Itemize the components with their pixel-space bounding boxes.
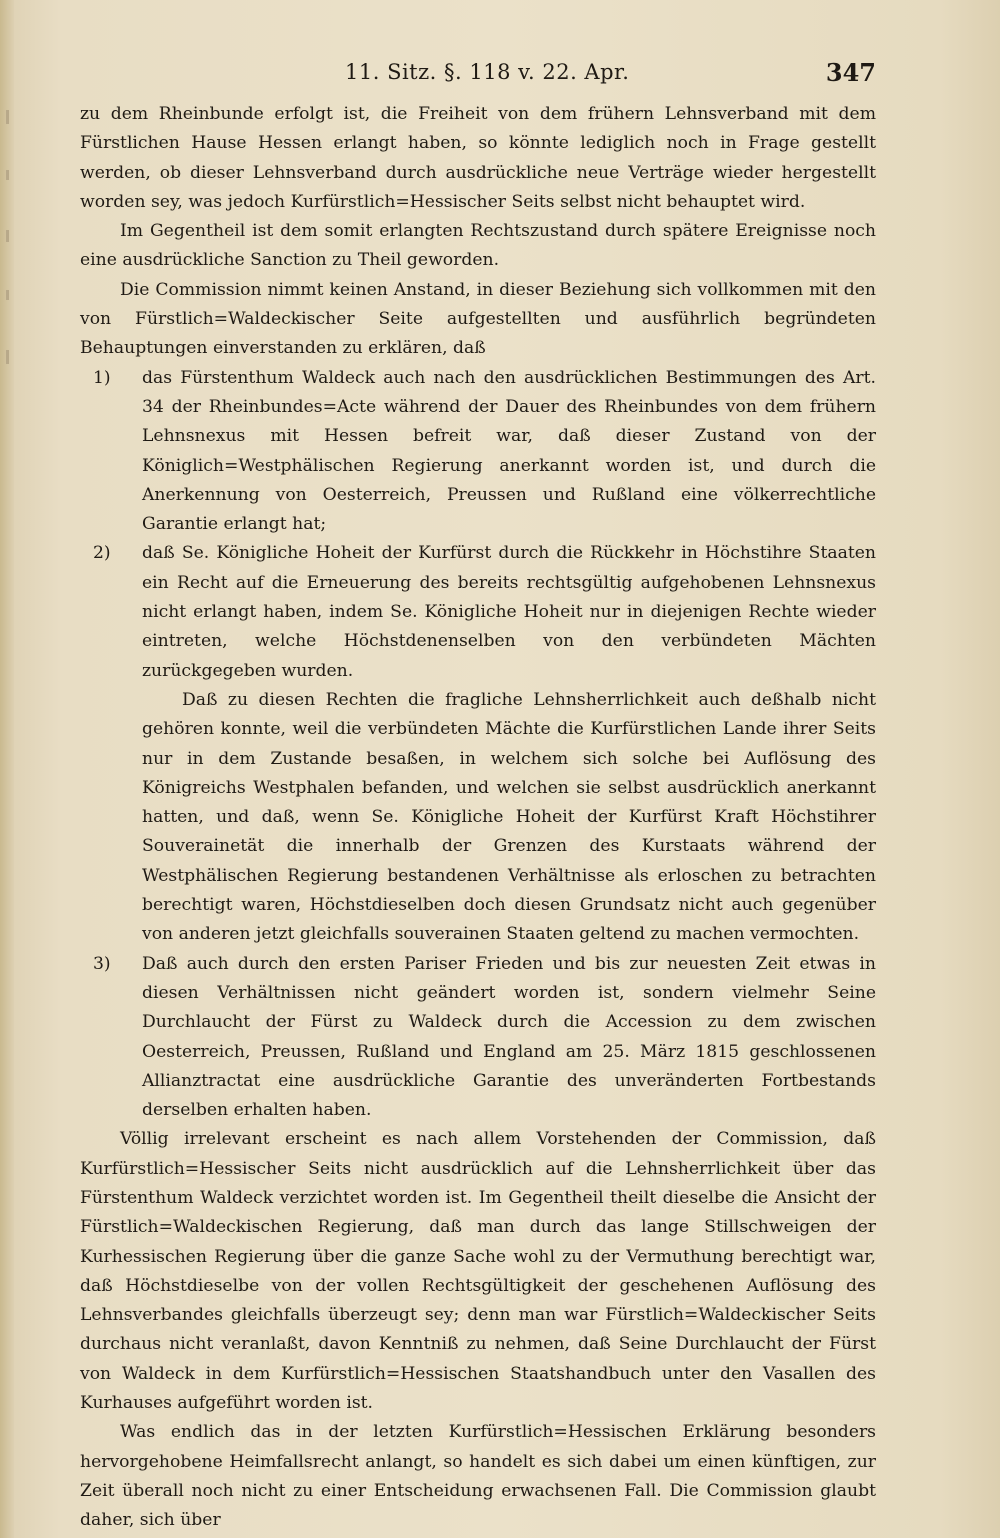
- paragraph: Völlig irrelevant erscheint es nach allem Vorstehenden der Commission, daß Kurfürstlich=Hessischer Seits nicht ausdrücklich auf die Lehnsherrlichkeit über das Fürstenthum Waldeck verzichtet worden ist. Im Gegentheil theilt dieselbe die Ansicht der Fürstlich=Waldeckischen Regierung, daß man durch das lange Stillschweigen der Kurhessischen Regierung über die ganze Sache wohl zu der Vermuthung berechtigt war, daß Höchstdieselbe von der vollen Rechtsgültigkeit der geschehenen Auflösung des Lehnsverbandes gleichfalls überzeugt sey; denn man war Fürstlich=Waldeckischer Seits durchaus nicht veranlaßt, davon Kenntniß zu nehmen, daß Seine Durchlaucht der Fürst von Waldeck in dem Kurfürstlich=Hessischen Staatshandbuch unter den Vasallen des Kurhauses aufgeführt worden ist.: [80, 1129, 876, 1414]
- list-item-text: Daß auch durch den ersten Pariser Frieden und bis zur neuesten Zeit etwas in diesen Verhältnissen nicht geändert worden ist, sondern vielmehr Seine Durchlaucht der Fürst zu Waldeck durch die Accession zu dem zwischen Oesterreich, Preussen, Rußland und England am 25. März 1815 geschlossenen Allianztractat eine ausdrückliche Garantie des unveränderten Fortbestands derselben erhalten haben.: [142, 953, 876, 1121]
- margin-mark: [6, 290, 9, 300]
- running-head: 11. Sitz. §. 118 v. 22. Apr.: [345, 60, 630, 84]
- list-item: [80, 364, 876, 540]
- list-item-number: 3): [93, 953, 111, 974]
- list-item-number: 1): [93, 367, 111, 388]
- list-item-subparagraph: Daß zu diesen Rechten die fragliche Lehnsherrlichkeit auch deßhalb nicht gehören konnte, weil die verbündeten Mächte die Kurfürstlichen Lande ihrer Seits nur in dem Zustande besaßen, in welchem sich solche bei Auflösung des Königreichs Westphalen befanden, und welchen sie selbst ausdrücklich anerkannt hatten, und daß, wenn Se. Königliche Hoheit der Kurfürst Kraft Höchstihrer Souverainetät die innerhalb der Grenzen des Kurstaats während der Westphälischen Regierung bestandenen Verhältnisse als erloschen zu betrachten berechtigt waren, Höchstdieselben doch diesen Grundsatz nicht auch gegenüber von anderen jetzt gleichfalls souverainen Staaten geltend zu machen vermochten.: [142, 689, 876, 945]
- list-item-text: daß Se. Königliche Hoheit der Kurfürst durch die Rückkehr in Höchstihre Staaten ein Recht auf die Erneuerung des bereits rechtsgültig aufgehobenen Lehnsnexus nicht erlangt haben, indem Se. Königliche Hoheit nur in diejenigen Rechte wieder eintreten, welche Höchstdenenselben von den verbündeten Mächten zurückgegeben wurden.: [142, 543, 876, 681]
- margin-mark: [6, 230, 9, 242]
- list-item: [80, 950, 876, 1126]
- page-header: [80, 60, 876, 94]
- margin-mark: [6, 170, 9, 180]
- margin-mark: [6, 110, 9, 124]
- margin-mark: [6, 350, 9, 364]
- paragraph: Die Commission nimmt keinen Anstand, in dieser Beziehung sich vollkommen mit den von Fürstlich=Waldeckischer Seite aufgestellten und ausführlich begründeten Behauptungen einverstanden zu erklären, daß: [80, 279, 876, 359]
- list-item: [80, 539, 876, 685]
- list-item-number: 2): [93, 543, 111, 564]
- list-item-text: das Fürstenthum Waldeck auch nach den ausdrücklichen Bestimmungen des Art. 34 der Rheinbundes=Acte während der Dauer des Rheinbundes von dem frühern Lehnsnexus mit Hessen befreit war, daß dieser Zustand von der Königlich=Westphälischen Regierung anerkannt worden ist, und durch die Anerkennung von Oesterreich, Preussen und Rußland eine völkerrechtliche Garantie erlangt hat;: [142, 367, 876, 535]
- page-number: 347: [825, 58, 876, 87]
- page-body: [80, 100, 876, 1536]
- paragraph: Was endlich das in der letzten Kurfürstlich=Hessischen Erklärung besonders hervorgehobene Heimfallsrecht anlangt, so handelt es sich dabei um einen künftigen, zur Zeit überall noch nicht zu einer Entscheidung erwachsenen Fall. Die Commission glaubt daher, sich über: [80, 1422, 876, 1531]
- paragraph-continuation: zu dem Rheinbunde erfolgt ist, die Freiheit von dem frühern Lehnsverband mit dem Fürstlichen Hause Hessen erlangt haben, so könnte lediglich noch in Frage gestellt werden, ob dieser Lehnsverband durch ausdrückliche neue Verträge wieder hergestellt worden sey, was jedoch Kurfürstlich=Hessischer Seits selbst nicht behauptet wird.: [80, 104, 876, 212]
- paragraph: Im Gegentheil ist dem somit erlangten Rechtszustand durch spätere Ereignisse noch eine ausdrückliche Sanction zu Theil geworden.: [80, 221, 876, 271]
